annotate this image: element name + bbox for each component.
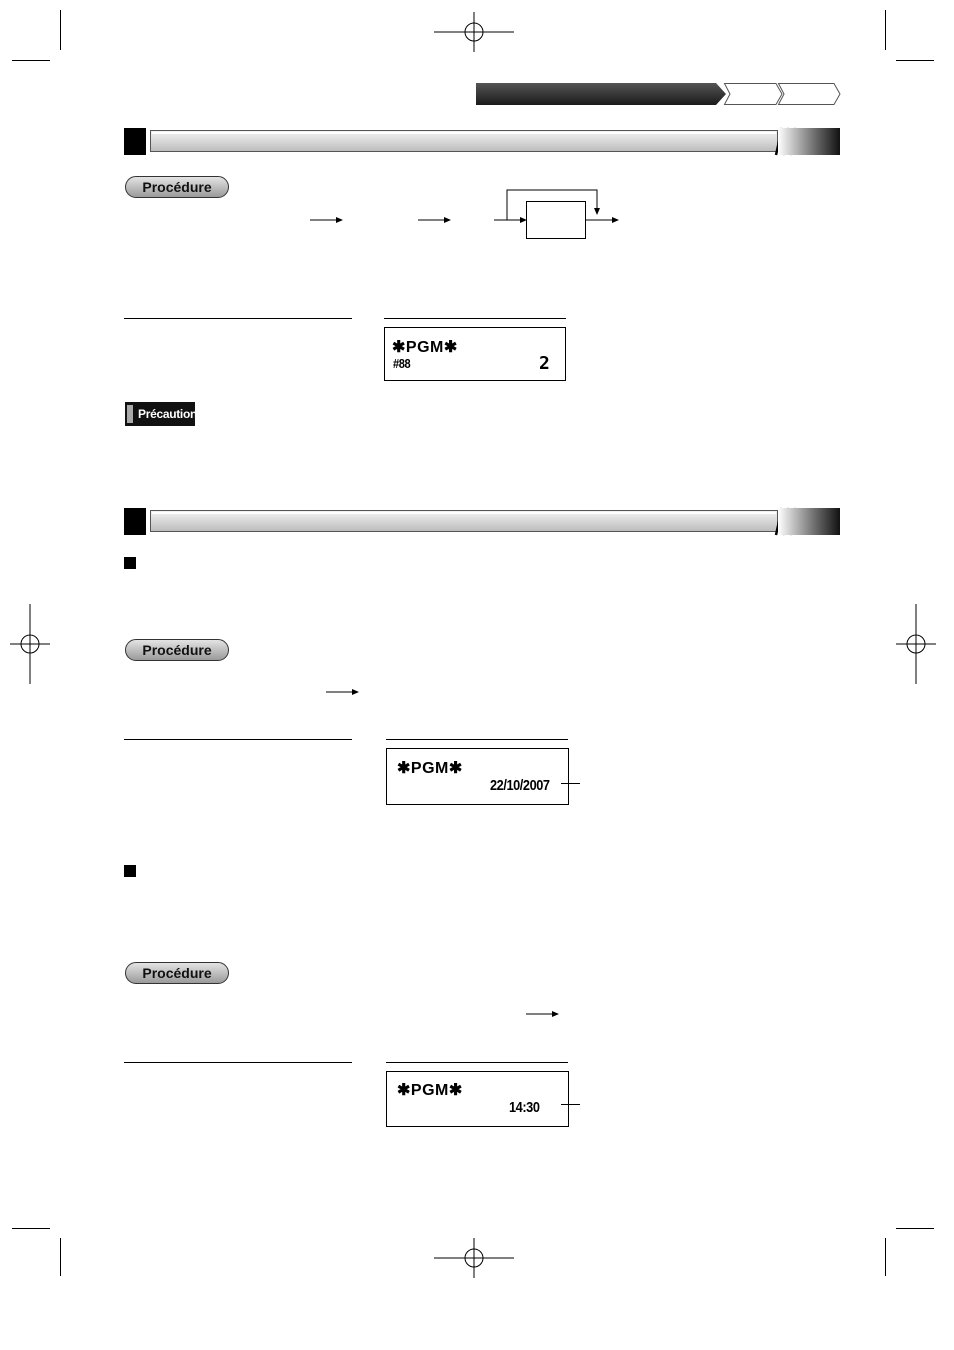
registration-mark-icon [10, 604, 50, 684]
display-panel [384, 327, 566, 381]
registration-mark-icon [434, 12, 514, 52]
column-rule [124, 1062, 352, 1063]
subsection-bullet [124, 557, 136, 569]
crop-mark [60, 10, 61, 50]
section-header-fade [778, 508, 840, 535]
crop-mark [885, 1238, 886, 1276]
display-value: 2 [539, 353, 550, 374]
crop-mark [896, 60, 934, 61]
sequence-arrow-icon [326, 686, 362, 698]
procedure-badge: Procédure [125, 176, 229, 198]
crop-mark [885, 10, 886, 50]
chapter-tab-active [476, 83, 726, 105]
section-header-bar [150, 130, 778, 152]
callout-line [561, 1104, 580, 1105]
precaution-tab-icon [127, 405, 133, 423]
crop-mark [60, 1238, 61, 1276]
display-title: ✱PGM✱ [397, 760, 463, 777]
display-time-value: 14:30 [509, 1099, 540, 1116]
procedure-badge: Procédure [125, 639, 229, 661]
display-program-number: #88 [393, 356, 411, 371]
crop-mark [12, 1228, 50, 1229]
crop-mark [12, 60, 50, 61]
registration-mark-icon [896, 604, 936, 684]
subsection-bullet [124, 865, 136, 877]
chapter-tab [724, 83, 784, 105]
procedure-badge: Procédure [125, 962, 229, 984]
section-header-fade [778, 128, 840, 155]
callout-line [561, 783, 580, 784]
column-rule [124, 739, 352, 740]
precaution-label: Précaution [138, 407, 198, 421]
section-header-bar [150, 510, 778, 532]
key-box [526, 201, 586, 239]
display-date-value: 22/10/2007 [490, 777, 550, 794]
section-marker [124, 128, 146, 155]
display-panel [386, 748, 569, 805]
column-rule [386, 1062, 568, 1063]
registration-mark-icon [434, 1238, 514, 1278]
section-marker [124, 508, 146, 535]
column-rule [124, 318, 352, 319]
crop-mark [896, 1228, 934, 1229]
sequence-arrow-icon [526, 1008, 562, 1020]
display-title: ✱PGM✱ [397, 1082, 463, 1099]
column-rule [386, 739, 568, 740]
display-panel [386, 1071, 569, 1127]
chapter-tab [778, 83, 842, 105]
precaution-badge [125, 402, 198, 426]
column-rule [384, 318, 566, 319]
display-title: ✱PGM✱ [392, 339, 458, 356]
